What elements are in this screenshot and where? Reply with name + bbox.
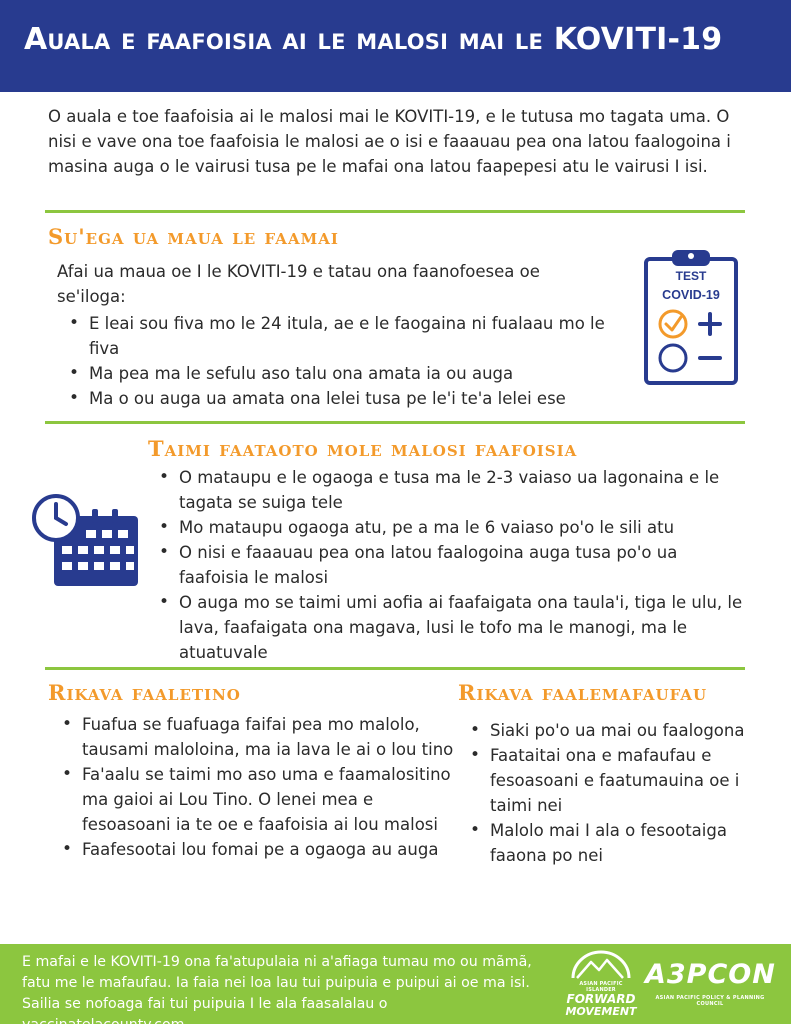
intro-paragraph: O auala e toe faafoisia ai le malosi mai le KOVITI-19, e le tutusa mo tagata uma. O nisi e vave ona toe faafoisia le malosi ae o isi e faaauau pea ona latou faalogoina i masina auga o le vairusi tusa pe le mafai ona latou faapepesi atu le vairusi I isi. (48, 107, 731, 176)
clipboard-line1: TEST (675, 269, 707, 283)
clipboard-test-icon (642, 247, 742, 387)
divider (45, 210, 745, 213)
list-item: • Fa'aalu se taimi mo aso uma e faamalositino ma gaioi ai Lou Tino. O lenei mea e fesoasoani ia te oe e faafoisia ai lou malosi (50, 762, 455, 837)
section-heading-test: Su'ega ua maua le faamai (48, 224, 339, 249)
logo-small-text: ASIAN PACIFIC ISLANDER (579, 981, 623, 993)
list-item: • Malolo mai I ala o fesootaiga faaona po nei (458, 818, 753, 868)
section-heading-physical: Rikava faaletino (48, 680, 241, 705)
list-item: • O mataupu e le ogaoga e tusa ma le 2-3 vaiaso ua lagonaina e le tagata se suiga tele (147, 465, 747, 515)
logo-sub: ASIAN PACIFIC POLICY & PLANNING COUNCIL (655, 995, 765, 1007)
list-item: • Faafesootai lou fomai pe a ogaoga au auga (50, 837, 455, 862)
logo-main: A3PCON (645, 959, 776, 990)
list-item: • Ma o ou auga ua amata ona lelei tusa pe le'i te'a lelei ese (57, 386, 622, 411)
logo-line1: FORWARD (566, 992, 636, 1006)
list-item: • O nisi e faaauau pea ona latou faalogoina auga tusa po'o ua faafoisia le malosi (147, 540, 747, 590)
bullet-list (50, 712, 455, 862)
bullet-list (458, 718, 753, 868)
list-item: • Faataitai ona e mafaufau e fesoasoani e faatumauina oe i taimi nei (458, 743, 753, 818)
a3pcon-logo (645, 958, 775, 1018)
clipboard-line2: COVID-19 (662, 288, 720, 302)
calendar-clock-icon (32, 494, 142, 589)
mountain-sun-icon (565, 950, 637, 980)
list-item: • Siaki po'o ua mai ou faalogona (458, 718, 753, 743)
bullet-list (147, 465, 747, 665)
footer-text: E mafai e le KOVITI-19 ona fa'atupulaia ni a'afiaga tumau mo ou mãmã, fatu me le mafaufau. Ia faia nei loa lau tui puipuia e puipui ai oe ma isi. Sailia se nofoaga fai tui puipuia I le ala faasalalau o vaccinatelacounty.com (22, 954, 532, 1033)
list-item: • Ma pea ma le sefulu aso talu ona amata ia ou auga (57, 361, 622, 386)
divider (45, 667, 745, 670)
divider (45, 421, 745, 424)
apiforward-movement-logo (565, 950, 637, 1020)
list-item: • O auga mo se taimi umi aofia ai faafaigata ona taula'i, tiga le ulu, le lava, faafaigata ona magava, lusi le tofo ma le manogi, ma le atuatuvale (147, 590, 747, 665)
section-heading-mental: Rikava faalemafaufau (458, 680, 708, 705)
logo-line2: MOVEMENT (565, 1005, 637, 1018)
section-heading-timeline: Taimi faataoto mole malosi faafoisia (148, 436, 578, 461)
list-item: • Mo mataupu ogaoga atu, pe a ma le 6 vaiaso po'o le sili atu (147, 515, 747, 540)
bullet-list (57, 311, 622, 411)
list-item: • Fuafua se fuafuaga faifai pea mo malolo, tausami maloloina, ma ia lava le ai o lou tino (50, 712, 455, 762)
list-item: • E leai sou fiva mo le 24 itula, ae e le faogaina ni fualaau mo le fiva (57, 311, 622, 361)
page-title: Auala e faafoisia ai le malosi mai le KOVITI-19 (24, 22, 723, 57)
section-lead: Afai ua maua oe I le KOVITI-19 e tatau ona faanofoesea oe se'iloga: (57, 262, 540, 306)
